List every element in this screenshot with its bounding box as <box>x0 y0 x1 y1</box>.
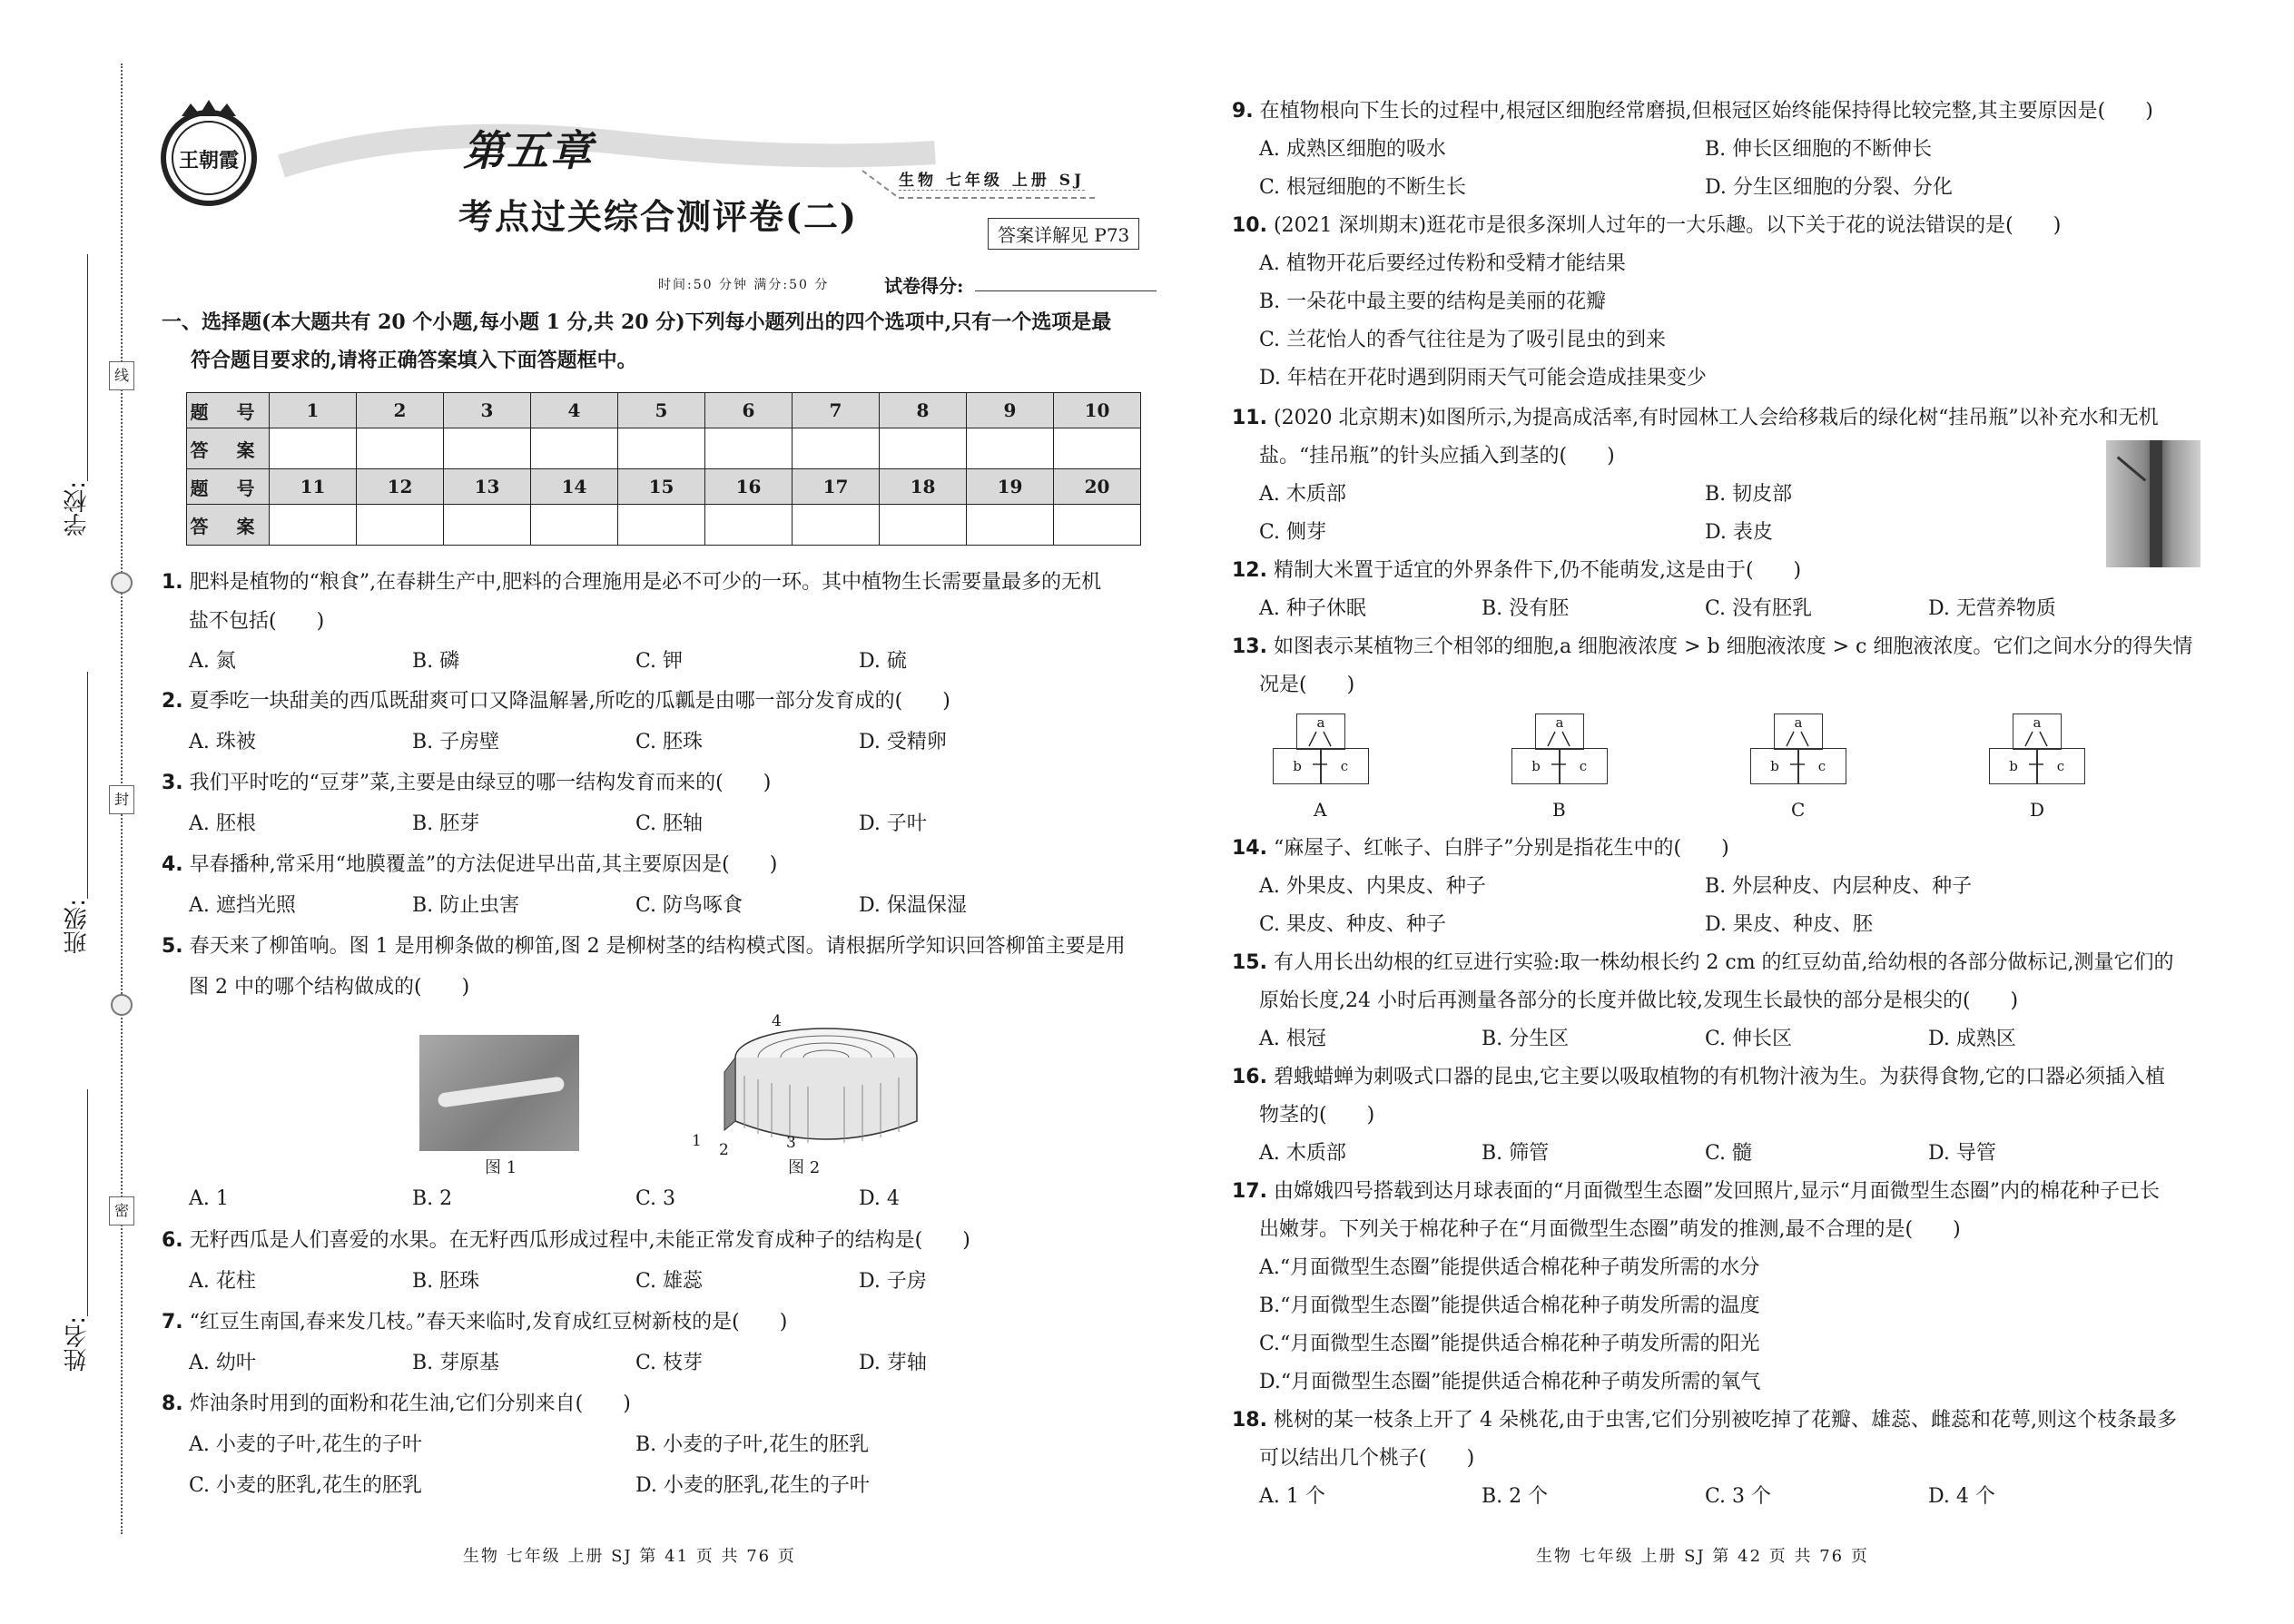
answer-cell[interactable] <box>618 428 705 469</box>
table-cell: 11 <box>270 469 357 505</box>
option-C-label[interactable]: C <box>1791 799 1806 821</box>
answer-table <box>186 392 1141 546</box>
question-number: 12. <box>1232 559 1267 582</box>
question-number: 2. <box>162 690 183 713</box>
option[interactable]: B. 2 <box>412 1187 453 1210</box>
question-number: 15. <box>1232 951 1267 974</box>
question-number: 3. <box>162 772 183 794</box>
question-number: 10. <box>1232 214 1267 237</box>
question-7 <box>162 1309 787 1336</box>
question-8 <box>162 1391 631 1418</box>
option[interactable]: A. 成熟区细胞的吸水 <box>1259 138 1446 161</box>
question-17-cont: 出嫩芽。下列关于棉花种子在“月面微型生态圈”萌发的推测,最不合理的是( ) <box>1259 1218 1961 1241</box>
cell-c: c <box>1559 748 1608 784</box>
question-number: 11. <box>1232 407 1267 429</box>
table-cell: 5 <box>618 393 705 428</box>
question-text: 在植物根向下生长的过程中,根冠区细胞经常磨损,但根冠区始终能保持得比较完整,其主要原因是( ) <box>1259 100 2153 123</box>
table-cell: 7 <box>793 393 880 428</box>
question-text: 碧蛾蜡蝉为刺吸式口器的昆虫,它主要以吸取植物的有机物汁液为生。为获得食物,它的口器必须插入植 <box>1273 1066 2165 1088</box>
question-11 <box>1232 405 2159 432</box>
question-text: (2021 深圳期末)逛花市是很多深圳人过年的一大乐趣。以下关于花的说法错误的是( ) <box>1273 214 2062 237</box>
table-cell: 4 <box>531 393 618 428</box>
option[interactable]: A. 1 个 <box>1259 1485 1325 1508</box>
cell-a: a <box>1774 714 1823 750</box>
option[interactable]: D. 4 <box>859 1187 900 1210</box>
diagram-label-2: 2 <box>719 1141 729 1159</box>
cell-b: b <box>1511 748 1561 784</box>
question-number: 6. <box>162 1229 183 1252</box>
section1-heading-cont: 符合题目要求的,请将正确答案填入下面答题框中。 <box>191 349 637 372</box>
option[interactable]: C. 胚轴 <box>635 812 704 835</box>
question-2 <box>162 688 950 715</box>
question-5 <box>162 933 1126 960</box>
question-number: 16. <box>1232 1066 1267 1088</box>
fig1-caption: 图 1 <box>485 1158 517 1177</box>
option[interactable]: D. 年桔在开花时遇到阴雨天气可能会造成挂果变少 <box>1259 367 1707 389</box>
question-3 <box>162 770 771 797</box>
table-cell: 16 <box>705 469 793 505</box>
option[interactable]: C.“月面微型生态圈”能提供适合棉花种子萌发所需的阳光 <box>1259 1333 1760 1355</box>
answer-cell[interactable] <box>270 428 357 469</box>
option-D-label[interactable]: D <box>2030 799 2045 821</box>
option[interactable]: B. 没有胚 <box>1482 597 1570 620</box>
table-cell: 10 <box>1054 393 1141 428</box>
option[interactable]: C. 防鸟啄食 <box>635 894 743 917</box>
option[interactable]: A. 1 <box>189 1187 229 1210</box>
tree-drip-photo <box>2106 440 2200 567</box>
row-label-num: 题 号 <box>187 469 270 505</box>
question-16-cont: 物茎的( ) <box>1259 1104 1375 1127</box>
answer-cell[interactable] <box>880 428 967 469</box>
section1-heading: 一、选择题(本大题共有 20 个小题,每小题 1 分,共 20 分)下列每小题列出的四个选项中,只有一个选项是最 <box>162 310 1112 334</box>
option[interactable]: B. 分生区 <box>1482 1028 1570 1050</box>
option[interactable]: A. 种子休眠 <box>1259 597 1366 620</box>
table-cell: 8 <box>880 393 967 428</box>
option[interactable]: D. 硫 <box>859 650 907 673</box>
option[interactable]: B.“月面微型生态圈”能提供适合棉花种子萌发所需的温度 <box>1259 1294 1760 1317</box>
chapter-title: 第五章 <box>463 126 594 175</box>
footer-right: 生物 七年级 上册 SJ 第 42 页 共 76 页 <box>1536 1547 1869 1566</box>
question-text: 春天来了柳笛响。图 1 是用柳条做的柳笛,图 2 是柳树茎的结构模式图。请根据所学知识回答柳笛主要是用 <box>189 935 1126 958</box>
option[interactable]: B. 筛管 <box>1482 1142 1550 1165</box>
diagram-label-1: 1 <box>692 1132 702 1150</box>
answer-cell[interactable] <box>705 505 793 546</box>
cell-b: b <box>1989 748 2038 784</box>
question-1 <box>162 569 1101 596</box>
option[interactable]: C. 兰花怡人的香气往往是为了吸引昆虫的到来 <box>1259 329 1667 351</box>
question-15 <box>1232 950 2174 977</box>
option[interactable]: B. 一朵花中最主要的结构是美丽的花瓣 <box>1259 290 1607 313</box>
question-number: 17. <box>1232 1180 1267 1203</box>
question-1-cont: 盐不包括( ) <box>189 610 325 633</box>
diagram-label-4: 4 <box>772 1012 782 1030</box>
option[interactable]: D. 无营养物质 <box>1928 597 2056 620</box>
option[interactable]: B. 伸长区细胞的不断伸长 <box>1705 138 1933 161</box>
answer-cell[interactable] <box>531 428 618 469</box>
option[interactable]: B. 芽原基 <box>412 1352 500 1374</box>
diagram-label-3: 3 <box>786 1134 796 1152</box>
question-number: 1. <box>162 571 183 594</box>
score-label: 试卷得分: <box>884 275 964 297</box>
option[interactable]: A. 植物开花后要经过传粉和受精才能结果 <box>1259 252 1626 275</box>
table-cell: 19 <box>967 469 1054 505</box>
table-cell: 20 <box>1054 469 1141 505</box>
option[interactable]: C. 侧芽 <box>1259 521 1327 544</box>
option[interactable]: D. 果皮、种皮、胚 <box>1705 913 1873 936</box>
table-cell: 1 <box>270 393 357 428</box>
question-4 <box>162 851 777 879</box>
option[interactable]: C. 3 个 <box>1705 1485 1772 1508</box>
margin-mark-secret: 密 <box>109 1196 134 1225</box>
option[interactable]: D.“月面微型生态圈”能提供适合棉花种子萌发所需的氧气 <box>1259 1371 1761 1393</box>
cell-diagram-B[interactable] <box>1511 714 1608 782</box>
option[interactable]: D. 小麦的胚乳,花生的子叶 <box>635 1474 870 1497</box>
option[interactable]: B. 2 个 <box>1482 1485 1549 1508</box>
option[interactable]: B. 子房壁 <box>412 731 500 753</box>
answer-cell[interactable] <box>967 505 1054 546</box>
answer-ref-box <box>988 218 1139 250</box>
question-5-cont: 图 2 中的哪个结构做成的( ) <box>189 976 470 999</box>
option[interactable]: C. 雄蕊 <box>635 1270 704 1293</box>
question-number: 5. <box>162 935 183 958</box>
cell-a: a <box>1535 714 1584 750</box>
cell-diagram-C[interactable] <box>1750 714 1846 782</box>
table-cell: 13 <box>444 469 531 505</box>
option-B-label[interactable]: B <box>1552 799 1566 821</box>
school-label: 学校: <box>64 481 91 536</box>
cell-b: b <box>1273 748 1322 784</box>
answer-cell[interactable] <box>270 505 357 546</box>
binding-hole-icon <box>111 572 133 594</box>
option[interactable]: D. 导管 <box>1928 1142 1996 1165</box>
option[interactable]: D. 受精卵 <box>859 731 947 753</box>
option[interactable]: A. 根冠 <box>1259 1028 1326 1050</box>
school-field-line[interactable] <box>87 254 88 481</box>
question-15-cont: 原始长度,24 小时后再测量各部分的长度并做比较,发现生长最快的部分是根尖的( ) <box>1259 989 2019 1012</box>
cell-c: c <box>1320 748 1369 784</box>
question-text: (2020 北京期末)如图所示,为提高成活率,有时园林工人会给移栽后的绿化树“挂吊瓶”以补充水和无机 <box>1273 407 2159 429</box>
option[interactable]: B. 小麦的子叶,花生的胚乳 <box>635 1433 870 1456</box>
question-number: 18. <box>1232 1409 1267 1432</box>
option[interactable]: B. 防止虫害 <box>412 894 520 917</box>
question-number: 13. <box>1232 635 1267 658</box>
option[interactable]: A. 花柱 <box>189 1270 256 1293</box>
table-cell: 18 <box>880 469 967 505</box>
option[interactable]: C. 3 <box>635 1187 676 1210</box>
answer-cell[interactable] <box>967 428 1054 469</box>
answer-cell[interactable] <box>444 428 531 469</box>
option[interactable]: B. 胚珠 <box>412 1270 480 1293</box>
fig2-caption: 图 2 <box>788 1158 821 1177</box>
cell-c: c <box>1797 748 1846 784</box>
option-A-label[interactable]: A <box>1314 799 1327 821</box>
question-number: 9. <box>1232 100 1254 123</box>
question-text: 早春播种,常采用“地膜覆盖”的方法促进早出苗,其主要原因是( ) <box>189 853 778 876</box>
answer-cell[interactable] <box>357 428 444 469</box>
exam-title: 考点过关综合测评卷(二) <box>458 196 858 237</box>
question-text: 如图表示某植物三个相邻的细胞,a 细胞液浓度 > b 细胞液浓度 > c 细胞液浓度。它们之间水分的得失情 <box>1273 635 2193 658</box>
question-number: 8. <box>162 1393 183 1415</box>
option[interactable]: D. 子叶 <box>859 812 927 835</box>
class-field-line[interactable] <box>87 672 88 899</box>
name-field-line[interactable] <box>87 1089 88 1316</box>
question-11-cont: 盐。“挂吊瓶”的针头应插入到茎的( ) <box>1259 445 1615 468</box>
table-cell: 2 <box>357 393 444 428</box>
option[interactable]: C. 根冠细胞的不断生长 <box>1259 176 1467 199</box>
answer-cell[interactable] <box>705 428 793 469</box>
question-13-cont: 况是( ) <box>1259 674 1355 696</box>
footer-left: 生物 七年级 上册 SJ 第 41 页 共 76 页 <box>463 1547 796 1566</box>
answer-cell[interactable] <box>618 505 705 546</box>
option[interactable]: A. 外果皮、内果皮、种子 <box>1259 875 1486 898</box>
willow-whistle-photo <box>419 1035 579 1151</box>
question-number: 7. <box>162 1311 183 1334</box>
question-10 <box>1232 212 2061 240</box>
question-9 <box>1232 98 2153 125</box>
answer-cell[interactable] <box>793 505 880 546</box>
table-cell: 17 <box>793 469 880 505</box>
option[interactable]: B. 磷 <box>412 650 460 673</box>
question-number: 14. <box>1232 837 1267 860</box>
question-16 <box>1232 1064 2165 1091</box>
answer-cell[interactable] <box>1054 428 1141 469</box>
name-label: 姓名: <box>64 1316 91 1372</box>
option[interactable]: B. 胚芽 <box>412 812 480 835</box>
option[interactable]: D. 芽轴 <box>859 1352 927 1374</box>
cell-b: b <box>1750 748 1799 784</box>
question-12 <box>1232 557 1801 585</box>
option[interactable]: C. 枝芽 <box>635 1352 704 1374</box>
option[interactable]: C. 小麦的胚乳,花生的胚乳 <box>189 1474 423 1497</box>
grade-tag: 生物 七年级 上册 SJ <box>899 167 1085 191</box>
logo-text: 王朝霞 <box>178 149 239 172</box>
question-6 <box>162 1227 970 1255</box>
question-13 <box>1232 634 2192 661</box>
table-cell: 9 <box>967 393 1054 428</box>
answer-cell[interactable] <box>793 428 880 469</box>
option[interactable]: C. 钾 <box>635 650 684 673</box>
option[interactable]: C. 没有胚乳 <box>1705 597 1813 620</box>
option[interactable]: A. 遮挡光照 <box>189 894 296 917</box>
option[interactable]: A. 幼叶 <box>189 1352 256 1374</box>
option[interactable]: C. 伸长区 <box>1705 1028 1793 1050</box>
time-info: 时间:50 分钟 满分:50 分 <box>658 278 830 292</box>
question-text: 桃树的某一枝条上开了 4 朵桃花,由于虫害,它们分别被吃掉了花瓣、雄蕊、雌蕊和花萼,则这个枝条最多 <box>1273 1409 2177 1432</box>
class-label: 班级: <box>64 899 91 954</box>
option[interactable]: C. 胚珠 <box>635 731 704 753</box>
option[interactable]: D. 成熟区 <box>1928 1028 2016 1050</box>
option[interactable]: B. 外层种皮、内层种皮、种子 <box>1705 875 1973 898</box>
question-text: 肥料是植物的“粮食”,在春耕生产中,肥料的合理施用是必不可少的一环。其中植物生长需要量最多的无机 <box>189 571 1102 594</box>
margin-mark-line: 线 <box>109 361 134 390</box>
cell-c: c <box>2036 748 2085 784</box>
option[interactable]: C. 果皮、种皮、种子 <box>1259 913 1447 936</box>
option[interactable]: A. 木质部 <box>1259 483 1346 506</box>
binding-hole-icon <box>111 994 133 1016</box>
option[interactable]: A. 胚根 <box>189 812 256 835</box>
option[interactable]: D. 4 个 <box>1928 1485 1995 1508</box>
table-cell: 12 <box>357 469 444 505</box>
option[interactable]: D. 保温保湿 <box>859 894 967 917</box>
question-text: 炸油条时用到的面粉和花生油,它们分别来自( ) <box>189 1393 631 1415</box>
answer-cell[interactable] <box>1054 505 1141 546</box>
table-cell: 3 <box>444 393 531 428</box>
question-text: “麻屋子、红帐子、白胖子”分别是指花生中的( ) <box>1273 837 1729 860</box>
question-text: 由嫦娥四号搭载到达月球表面的“月面微型生态圈”发回照片,显示“月面微型生态圈”内的棉花种子已长 <box>1273 1180 2160 1203</box>
option[interactable]: D. 表皮 <box>1705 521 1773 544</box>
answer-ref-text: 答案详解见 P73 <box>998 224 1130 246</box>
option[interactable]: A. 木质部 <box>1259 1142 1346 1165</box>
option[interactable]: A. 珠被 <box>189 731 256 753</box>
question-text: “红豆生南国,春来发几枝。”春天来临时,发育成红豆树新枝的是( ) <box>189 1311 788 1334</box>
row-label-num: 题 号 <box>187 393 270 428</box>
question-18-cont: 可以结出几个桃子( ) <box>1259 1447 1475 1470</box>
option[interactable]: D. 分生区细胞的分裂、分化 <box>1705 176 1953 199</box>
answer-cell[interactable] <box>444 505 531 546</box>
cell-diagram-D[interactable] <box>1989 714 2085 782</box>
table-cell: 14 <box>531 469 618 505</box>
answer-cell[interactable] <box>880 505 967 546</box>
row-label-ans: 答 案 <box>187 505 270 546</box>
option[interactable]: A. 氮 <box>189 650 236 673</box>
cell-a: a <box>1296 714 1345 750</box>
option[interactable]: A. 小麦的子叶,花生的子叶 <box>189 1433 422 1456</box>
cell-a: a <box>2013 714 2062 750</box>
question-text: 有人用长出幼根的红豆进行实验:取一株幼根长约 2 cm 的红豆幼苗,给幼根的各部分做标记,测量它们的 <box>1273 951 2174 974</box>
table-cell: 6 <box>705 393 793 428</box>
table-cell: 15 <box>618 469 705 505</box>
question-number: 4. <box>162 853 183 876</box>
score-field[interactable] <box>975 290 1157 291</box>
margin-mark-seal: 封 <box>109 785 134 814</box>
question-text: 我们平时吃的“豆芽”菜,主要是由绿豆的哪一结构发育而来的( ) <box>189 772 772 794</box>
question-text: 无籽西瓜是人们喜爱的水果。在无籽西瓜形成过程中,未能正常发育成种子的结构是( ) <box>189 1229 970 1252</box>
question-17 <box>1232 1178 2160 1206</box>
question-18 <box>1232 1407 2177 1434</box>
stem-structure-diagram <box>692 1012 926 1166</box>
option[interactable]: D. 子房 <box>859 1270 927 1293</box>
question-text: 夏季吃一块甜美的西瓜既甜爽可口又降温解暑,所吃的瓜瓤是由哪一部分发育成的( ) <box>189 690 950 713</box>
option[interactable]: B. 韧皮部 <box>1705 483 1793 506</box>
question-14 <box>1232 835 1729 862</box>
cell-diagram-A[interactable] <box>1273 714 1369 782</box>
option[interactable]: A.“月面微型生态圈”能提供适合棉花种子萌发所需的水分 <box>1259 1256 1760 1279</box>
answer-cell[interactable] <box>357 505 444 546</box>
answer-cell[interactable] <box>531 505 618 546</box>
question-text: 精制大米置于适宜的外界条件下,仍不能萌发,这是由于( ) <box>1273 559 1802 582</box>
option[interactable]: C. 髓 <box>1705 1142 1753 1165</box>
row-label-ans: 答 案 <box>187 428 270 469</box>
